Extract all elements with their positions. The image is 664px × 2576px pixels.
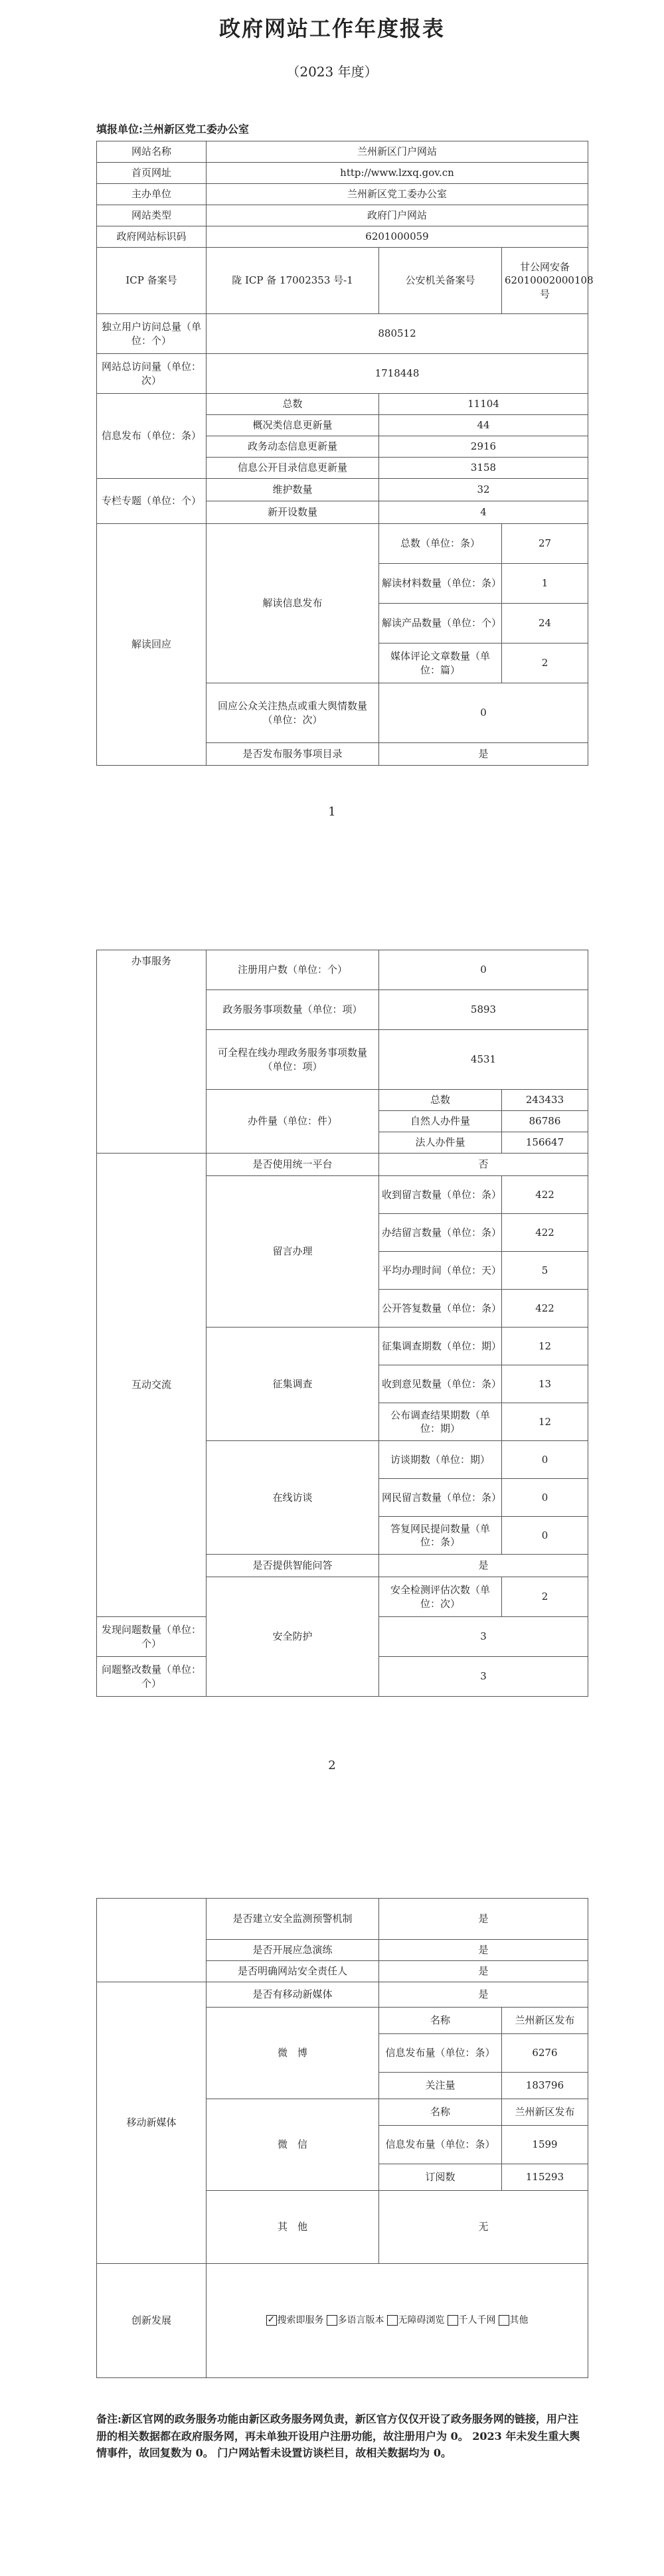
interpret-total-value: 27	[502, 524, 588, 564]
section-label: 解读回应	[97, 524, 207, 766]
interpret-material-value: 1	[502, 564, 588, 604]
row-label: 安全检测评估次数（单位：次）	[379, 1577, 502, 1617]
weibo-posts-value: 6276	[502, 2034, 588, 2073]
row-label: 办结留言数量（单位：条）	[379, 1214, 502, 1252]
talk-periods-value: 0	[502, 1441, 588, 1479]
checkbox-icon[interactable]	[448, 2315, 458, 2326]
row-label: 自然人办件量	[379, 1111, 502, 1132]
interpret-media-value: 2	[502, 644, 588, 683]
innovation-option-label: 千人千网	[458, 2315, 496, 2326]
section-label: 创新发展	[97, 2264, 207, 2378]
row-label: 公开答复数量（单位：条）	[379, 1290, 502, 1328]
row-label: 是否明确网站安全责任人	[207, 1961, 379, 1982]
interpret-respond-value: 0	[379, 683, 588, 743]
checkbox-icon[interactable]	[499, 2315, 509, 2326]
row-label: 公安机关备案号	[379, 248, 502, 314]
psb-value: 甘公网安备 62010002000108 号	[502, 248, 588, 314]
security-fixed-value: 3	[379, 1657, 588, 1697]
page-number: 2	[328, 1759, 336, 1772]
checkbox-icon[interactable]	[327, 2315, 337, 2326]
site-name-value: 兰州新区门户网站	[207, 141, 588, 163]
innovation-option[interactable]	[387, 2314, 445, 2327]
row-label: 独立用户访问总量（单位：个）	[97, 314, 207, 354]
handle-legal-value: 156647	[502, 1132, 588, 1154]
report-table-page-2	[96, 950, 588, 1697]
row-label: 是否发布服务事项目录	[207, 743, 379, 766]
section-label: 专栏专题（单位：个）	[97, 479, 207, 524]
drill-value: 是	[379, 1940, 588, 1961]
uv-value: 880512	[207, 314, 588, 354]
info-total-value: 11104	[379, 394, 588, 415]
row-label: 信息发布量（单位：条）	[379, 2126, 502, 2164]
interpret-product-value: 24	[502, 604, 588, 644]
row-label: 发现问题数量（单位：个）	[97, 1617, 207, 1657]
row-label: 总数（单位：条）	[379, 524, 502, 564]
table-row	[97, 1154, 588, 1176]
innovation-options	[207, 2264, 588, 2378]
innovation-option[interactable]	[499, 2314, 529, 2327]
row-label: 解读产品数量（单位：个）	[379, 604, 502, 644]
innovation-option-label: 搜索即服务	[277, 2315, 324, 2326]
wechat-name-value: 兰州新区发布	[502, 2099, 588, 2126]
innovation-option-label: 无障碍浏览	[398, 2315, 445, 2326]
weibo-name-value: 兰州新区发布	[502, 2008, 588, 2034]
checkbox-icon[interactable]	[387, 2315, 398, 2326]
msg-days-value: 5	[502, 1252, 588, 1290]
report-year: （2023 年度）	[286, 64, 378, 80]
row-label: 可全程在线办理政务服务事项数量（单位：项）	[207, 1030, 379, 1090]
table-row	[97, 314, 588, 354]
row-label: 解读材料数量（单位：条）	[379, 564, 502, 604]
site-id-value: 6201000059	[207, 226, 588, 248]
row-label: 媒体评论文章数量（单位：篇）	[379, 644, 502, 683]
row-label: 网民留言数量（单位：条）	[379, 1479, 502, 1517]
section-label	[97, 1899, 207, 1982]
handle-person-value: 86786	[502, 1111, 588, 1132]
row-label: 总数	[207, 394, 379, 415]
table-row	[97, 163, 588, 184]
msg-received-value: 422	[502, 1176, 588, 1214]
row-label: 首页网址	[97, 163, 207, 184]
row-label: 新开设数量	[207, 501, 379, 524]
row-label: 是否提供智能问答	[207, 1555, 379, 1577]
row-label: 信息公开目录信息更新量	[207, 458, 379, 479]
row-label: 公布调查结果期数（单位：期）	[379, 1403, 502, 1441]
icp-value: 陇 ICP 备 17002353 号-1	[207, 248, 379, 314]
has-media-value: 是	[379, 1982, 588, 2008]
table-row	[97, 524, 588, 564]
talk-msgs-value: 0	[502, 1479, 588, 1517]
innovation-option[interactable]	[327, 2314, 384, 2327]
footnote: 备注:新区官网的政务服务功能由新区政务服务网负责，新区官方仅仅开设了政务服务网的链接，用户注册的相关数据都在政府服务网，再未单独开设用户注册功能，故注册用户为 0。 2023 年未发生重大舆情事件，故回复数为 0。 门户网站暂未设置访谈栏目，故相关数据均为 0。	[96, 2413, 580, 2460]
row-label: 收到留言数量（单位：条）	[379, 1176, 502, 1214]
table-row	[97, 184, 588, 205]
report-table-page-1	[96, 141, 594, 766]
row-label: 征集调查期数（单位：期）	[379, 1328, 502, 1365]
pv-value: 1718448	[207, 354, 588, 394]
owner-value: 是	[379, 1961, 588, 1982]
service-items-value: 5893	[379, 990, 588, 1030]
subsection-label: 征集调查	[207, 1328, 379, 1441]
row-label: 维护数量	[207, 479, 379, 501]
row-label: 访谈期数（单位：期）	[379, 1441, 502, 1479]
table-row	[97, 1982, 588, 2008]
subsection-label: 留言办理	[207, 1176, 379, 1328]
table-row	[97, 479, 588, 501]
subsection-label: 在线访谈	[207, 1441, 379, 1555]
row-label: 注册用户数（单位：个）	[207, 950, 379, 990]
checkbox-icon[interactable]	[266, 2315, 277, 2326]
msg-public-value: 422	[502, 1290, 588, 1328]
service-users-value: 0	[379, 950, 588, 990]
filing-unit: 填报单位:兰州新区党工委办公室	[96, 123, 249, 135]
monitor-value: 是	[379, 1899, 588, 1940]
table-row	[97, 950, 588, 990]
row-label: 法人办件量	[379, 1132, 502, 1154]
innovation-checkbox-group	[209, 2314, 585, 2327]
page-number: 1	[328, 805, 336, 819]
platform-value: 否	[379, 1154, 588, 1176]
table-row	[97, 2264, 588, 2378]
row-label: 名称	[379, 2008, 502, 2034]
row-label: 收到意见数量（单位：条）	[379, 1365, 502, 1403]
info-news-value: 2916	[379, 436, 588, 458]
special-maintain-value: 32	[379, 479, 588, 501]
service-online-value: 4531	[379, 1030, 588, 1090]
table-row	[97, 205, 588, 226]
table-row	[97, 226, 588, 248]
row-label: 信息发布量（单位：条）	[379, 2034, 502, 2073]
row-label: 平均办理时间（单位：天）	[379, 1252, 502, 1290]
row-label: 名称	[379, 2099, 502, 2126]
site-type-value: 政府门户网站	[207, 205, 588, 226]
subsection-label: 微 信	[207, 2099, 379, 2191]
survey-results-value: 12	[502, 1403, 588, 1441]
smart-qa-value: 是	[379, 1555, 588, 1577]
innovation-option-label: 其他	[509, 2315, 529, 2326]
talk-answers-value: 0	[502, 1517, 588, 1555]
row-label: 订阅数	[379, 2164, 502, 2191]
subsection-label: 微 博	[207, 2008, 379, 2099]
row-label: 是否有移动新媒体	[207, 1982, 379, 2008]
innovation-option[interactable]	[266, 2314, 324, 2327]
section-label: 互动交流	[97, 1154, 207, 1617]
section-label: 办事服务	[97, 950, 207, 1154]
row-label: 办件量（单位：件）	[207, 1090, 379, 1154]
row-label: 主办单位	[97, 184, 207, 205]
info-overview-value: 44	[379, 415, 588, 436]
security-found-value: 3	[379, 1617, 588, 1657]
info-open-value: 3158	[379, 458, 588, 479]
handle-total-value: 243433	[502, 1090, 588, 1111]
row-label: 是否使用统一平台	[207, 1154, 379, 1176]
special-new-value: 4	[379, 501, 588, 524]
row-label: 总数	[379, 1090, 502, 1111]
subsection-label: 其 他	[207, 2191, 379, 2264]
row-label: ICP 备案号	[97, 248, 207, 314]
msg-done-value: 422	[502, 1214, 588, 1252]
other-media-value: 无	[379, 2191, 588, 2264]
row-label: 政务动态信息更新量	[207, 436, 379, 458]
wechat-subs-value: 115293	[502, 2164, 588, 2191]
row-label: 问题整改数量（单位：个）	[97, 1657, 207, 1697]
row-label: 政务服务事项数量（单位：项）	[207, 990, 379, 1030]
table-row	[97, 248, 588, 314]
home-url-value: http://www.lzxq.gov.cn	[207, 163, 588, 184]
row-label: 网站总访问量（单位：次）	[97, 354, 207, 394]
survey-periods-value: 12	[502, 1328, 588, 1365]
row-label: 概况类信息更新量	[207, 415, 379, 436]
innovation-option[interactable]	[448, 2314, 496, 2327]
row-label: 是否开展应急演练	[207, 1940, 379, 1961]
table-row	[97, 1899, 588, 1940]
row-label: 是否建立安全监测预警机制	[207, 1899, 379, 1940]
table-row	[97, 141, 588, 163]
catalog-value: 是	[379, 743, 588, 766]
report-title: 政府网站工作年度报表	[218, 16, 445, 41]
row-label: 网站名称	[97, 141, 207, 163]
row-label: 回应公众关注热点或重大舆情数量（单位：次）	[207, 683, 379, 743]
subsection-label: 解读信息发布	[207, 524, 379, 683]
innovation-option-label: 多语言版本	[337, 2315, 384, 2326]
wechat-posts-value: 1599	[502, 2126, 588, 2164]
section-label: 安全防护	[207, 1577, 379, 1697]
row-label: 关注量	[379, 2073, 502, 2099]
table-row	[97, 354, 588, 394]
section-label: 移动新媒体	[97, 1982, 207, 2264]
table-row	[97, 394, 588, 415]
report-table-page-3	[96, 1898, 588, 2378]
section-label: 信息发布（单位：条）	[97, 394, 207, 479]
security-checks-value: 2	[502, 1577, 588, 1617]
row-label: 政府网站标识码	[97, 226, 207, 248]
host-unit-value: 兰州新区党工委办公室	[207, 184, 588, 205]
weibo-follow-value: 183796	[502, 2073, 588, 2099]
row-label: 网站类型	[97, 205, 207, 226]
row-label: 答复网民提问数量（单位：条）	[379, 1517, 502, 1555]
survey-opinions-value: 13	[502, 1365, 588, 1403]
